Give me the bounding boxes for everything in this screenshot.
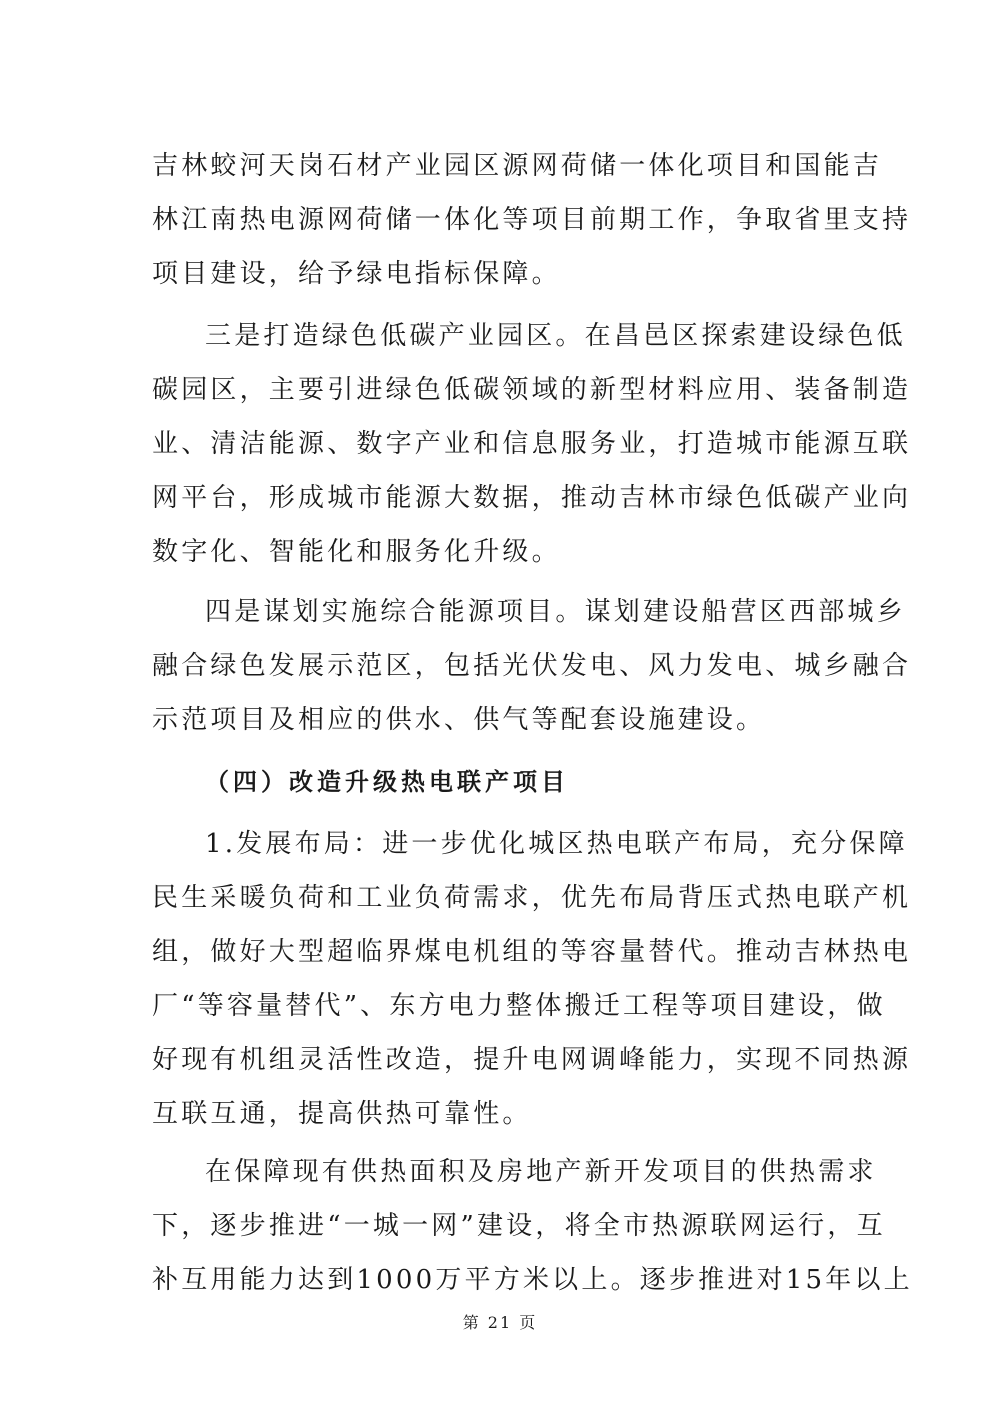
body-text-line: 吉林蛟河天岗石材产业园区源网荷储一体化项目和国能吉 [152,151,883,181]
body-text-line: 示范项目及相应的供水、供气等配套设施建设。 [152,705,766,735]
body-text-line: 民生采暖负荷和工业负荷需求，优先布局背压式热电联产机 [152,883,912,913]
body-text-line: 1.发展布局：进一步优化城区热电联产布局，充分保障 [205,829,908,859]
body-text-line: 网平台，形成城市能源大数据，推动吉林市绿色低碳产业向 [152,483,912,513]
body-text-line: 厂“等容量替代”、东方电力整体搬迁工程等项目建设，做 [152,991,886,1021]
body-text-line: 数字化、智能化和服务化升级。 [152,537,561,567]
body-text-line: 好现有机组灵活性改造，提升电网调峰能力，实现不同热源 [152,1045,912,1075]
body-text-line: 林江南热电源网荷储一体化等项目前期工作，争取省里支持 [152,205,912,235]
body-text-line: 四是谋划实施综合能源项目。谋划建设船营区西部城乡 [205,597,906,627]
body-text-line: 补互用能力达到1000万平方米以上。逐步推进对15年以上 [152,1265,913,1295]
body-text-line: 组，做好大型超临界煤电机组的等容量替代。推动吉林热电 [152,937,912,967]
body-text-line: 碳园区，主要引进绿色低碳领域的新型材料应用、装备制造 [152,375,912,405]
body-text-line: 互联互通，提高供热可靠性。 [152,1099,532,1129]
page-number: 第 21 页 [462,1313,538,1332]
body-text-line: 融合绿色发展示范区，包括光伏发电、风力发电、城乡融合 [152,651,912,681]
body-text-line: 项目建设，给予绿电指标保障。 [152,259,561,289]
body-text-line: 业、清洁能源、数字产业和信息服务业，打造城市能源互联 [152,429,912,459]
body-text-line: 三是打造绿色低碳产业园区。在昌邑区探索建设绿色低 [205,321,906,351]
body-text-line: 在保障现有供热面积及房地产新开发项目的供热需求 [205,1157,877,1187]
section-heading: （四）改造升级热电联产项目 [205,768,569,796]
body-text-line: 下，逐步推进“一城一网”建设，将全市热源联网运行，互 [152,1211,886,1241]
